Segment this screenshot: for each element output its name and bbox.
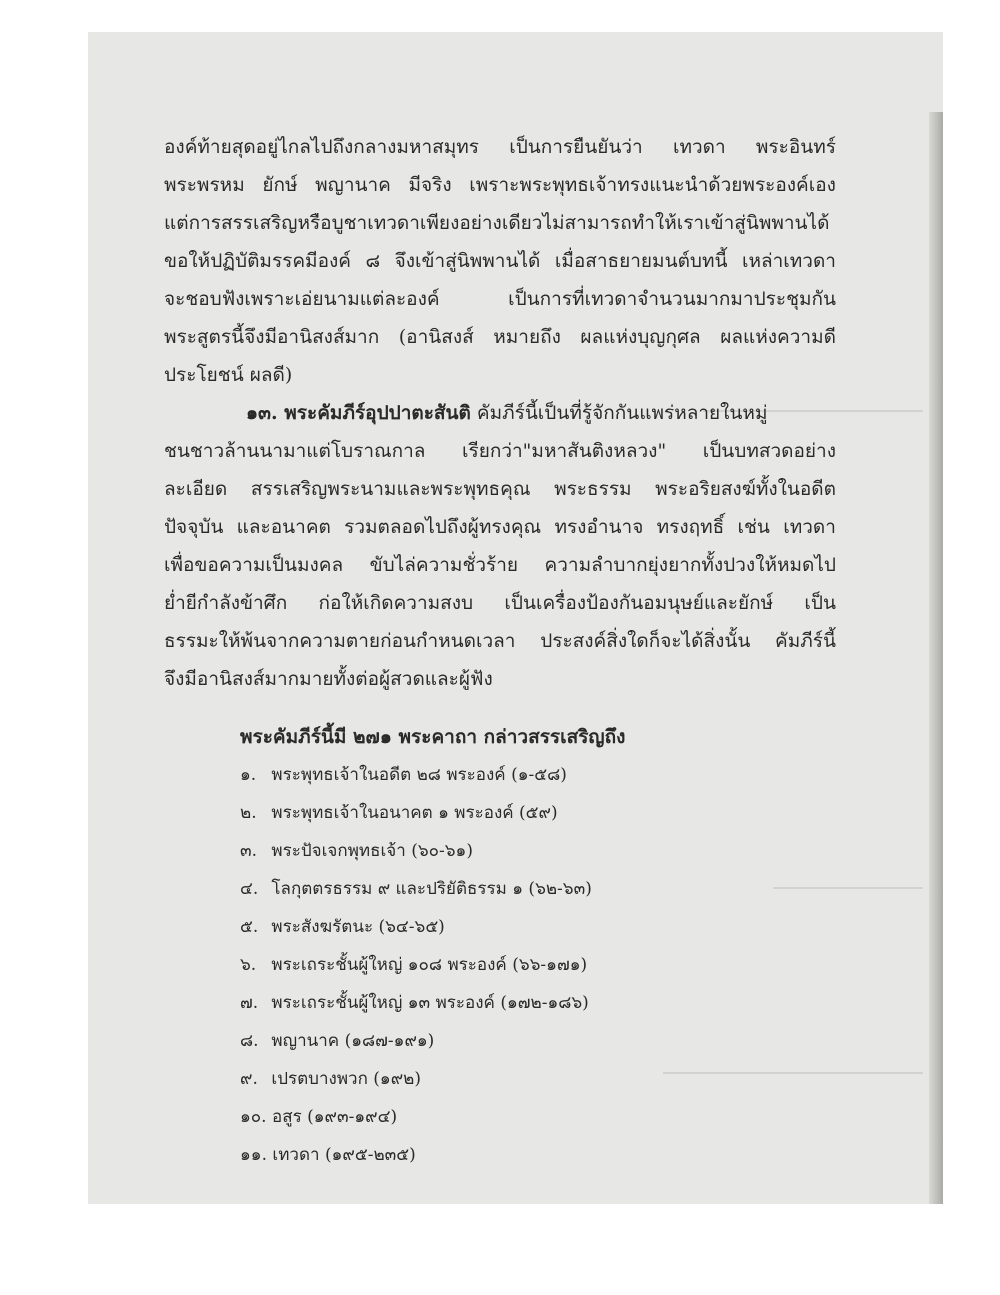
paragraph-2-first-line <box>164 394 836 432</box>
word: องค์ท้ายสุดอยู่ไกลไปถึงกลางมหาสมุทร <box>164 136 479 158</box>
list-item-number: ๙. <box>240 1069 258 1089</box>
paragraph-1-line <box>164 280 836 318</box>
word: ขอให้ปฏิบัติมรรคมีองค์ <box>164 250 351 272</box>
list-item <box>240 1098 592 1136</box>
word: ละเอียด <box>164 478 228 500</box>
list-item <box>240 832 592 870</box>
word: จะชอบฟังเพราะเอ่ยนามแต่ละองค์ <box>164 288 440 310</box>
scanned-page <box>88 32 943 1204</box>
word: เป็นเครื่องป้องกันอมนุษย์และยักษ์ <box>504 592 774 614</box>
word: ชนชาวล้านนามาแต่โบราณกาล <box>164 440 426 462</box>
paragraph-2-line <box>164 584 836 622</box>
list-item-number: ๕. <box>240 917 259 937</box>
list-item-text: เปรตบางพวก (๑๙๒) <box>271 1069 421 1089</box>
word: เป็น <box>804 592 836 614</box>
paragraph-1-line <box>164 204 836 242</box>
word: ยักษ์ <box>262 174 298 196</box>
word: ๘ <box>365 250 381 272</box>
word: จึงเข้าสู่นิพพานได้ <box>394 250 541 272</box>
list-item <box>240 870 592 908</box>
word: ธรรมะให้พ้นจากความตายก่อนกำหนดเวลา <box>164 630 516 652</box>
list-item <box>240 1022 592 1060</box>
paragraph-1-line <box>164 166 836 204</box>
word: (อานิสงส์ <box>398 326 474 348</box>
list-item <box>240 946 592 984</box>
list-item <box>240 756 592 794</box>
word: พระพรหม <box>164 174 245 196</box>
word: ทรงฤทธิ์ <box>656 516 725 538</box>
list-item-number: ๓. <box>240 841 258 861</box>
word: พระธรรม <box>554 478 632 500</box>
list-item <box>240 908 592 946</box>
list-item-number: ๘. <box>240 1031 259 1051</box>
list-item-text: เทวดา (๑๙๕-๒๓๕) <box>272 1145 416 1165</box>
paragraph-2-line <box>164 470 836 508</box>
word: เมื่อสาธยายมนต์บทนี้ <box>554 250 728 272</box>
word: เป็นการที่เทวดาจำนวนมากมาประชุมกัน <box>508 288 836 310</box>
list-item-number: ๑. <box>240 765 257 785</box>
list-item-number: ๔. <box>240 879 259 899</box>
list-item-number: ๑๑. <box>240 1145 267 1165</box>
section-heading: ๑๓. พระคัมภีร์อุปปาตะสันติ <box>246 402 471 424</box>
word: เทวดา <box>672 136 726 158</box>
paragraph-1-line <box>164 318 836 356</box>
paragraph-1-line <box>164 242 836 280</box>
word: เพราะพระพุทธเจ้าทรงแนะนำด้วยพระองค์เอง <box>469 174 836 196</box>
list-item <box>240 1060 592 1098</box>
list-item <box>240 794 592 832</box>
word: ผลแห่งความดี <box>720 326 836 348</box>
word: ก่อให้เกิดความสงบ <box>318 592 474 614</box>
list-item-text: พระเถระชั้นผู้ใหญ่ ๑๓ พระองค์ (๑๗๒-๑๘๖) <box>271 993 589 1013</box>
list-title: พระคัมภีร์นี้มี ๒๗๑ พระคาถา กล่าวสรรเสริญถึง <box>240 726 626 748</box>
word: ทรงอำนาจ <box>554 516 644 538</box>
word: เรียกว่า"มหาสันติงหลวง" <box>462 440 667 462</box>
list-item-number: ๗. <box>240 993 259 1013</box>
word: พระอินทร์ <box>755 136 836 158</box>
list-item-text: อสูร (๑๙๓-๑๙๔) <box>271 1107 398 1127</box>
word: รวมตลอดไปถึงผู้ทรงคุณ <box>344 516 542 538</box>
word: เทวดา <box>783 516 836 538</box>
verse-list <box>240 756 592 1174</box>
list-item-text: พระปัจเจกพุทธเจ้า (๖๐-๖๑) <box>271 841 473 861</box>
body-text <box>164 128 836 698</box>
word: สรรเสริญพระนามและพระพุทธคุณ <box>250 478 531 500</box>
list-item-number: ๖. <box>240 955 257 975</box>
list-item-number: ๒. <box>240 803 257 823</box>
word: เหล่าเทวดา <box>741 250 836 272</box>
word: ความลำบากยุ่งยากทั้งปวงให้หมดไป <box>544 554 836 576</box>
paragraph-2-line <box>164 546 836 584</box>
list-item-text: พระพุทธเจ้าในอดีต ๒๘ พระองค์ (๑-๕๘) <box>271 765 567 785</box>
list-item <box>240 1136 592 1174</box>
page-edge-shadow <box>929 112 943 1204</box>
word: พญานาค <box>315 174 391 196</box>
list-item-text: พระเถระชั้นผู้ใหญ่ ๑๐๘ พระองค์ (๖๖-๑๗๑) <box>271 955 588 975</box>
list-item-text: พระสังฆรัตนะ (๖๔-๖๕) <box>271 917 445 937</box>
word: พระสูตรนี้จึงมีอานิสงส์มาก <box>164 326 380 348</box>
word: ประสงค์สิ่งใดก็จะได้สิ่งนั้น <box>540 630 751 652</box>
word: เป็นการยืนยันว่า <box>509 136 643 158</box>
paragraph-1-line <box>164 128 836 166</box>
word: พระอริยสงฆ์ทั้งในอดีต <box>655 478 836 500</box>
word: และอนาคต <box>236 516 331 538</box>
word: เป็นบทสวดอย่าง <box>702 440 836 462</box>
paragraph-2-line <box>164 622 836 660</box>
paragraph-1-line: ประโยชน์ ผลดี) <box>164 364 293 386</box>
list-item <box>240 984 592 1022</box>
word: ปัจจุบัน <box>164 516 224 538</box>
paragraph-2-line: จึงมีอานิสงส์มากมายทั้งต่อผู้สวดและผู้ฟัง <box>164 668 493 690</box>
word: ขับไล่ความชั่วร้าย <box>369 554 519 576</box>
word: เพื่อขอความเป็นมงคล <box>164 554 344 576</box>
list-item-text: พญานาค (๑๘๗-๑๙๑) <box>271 1031 435 1051</box>
paragraph-2-line <box>164 432 836 470</box>
paragraph-2-first-line-text: คัมภีร์นี้เป็นที่รู้จักกันแพร่หลายในหมู่ <box>476 402 768 424</box>
paragraph-2-line <box>164 508 836 546</box>
list-item-number: ๑๐. <box>240 1107 267 1127</box>
word: มีจริง <box>408 174 452 196</box>
page-content <box>88 32 929 1204</box>
word: แต่การสรรเสริญหรือบูชาเทวดาเพียงอย่างเดียวไม่สามารถทำให้เราเข้าสู่นิพพานได้ <box>164 212 830 234</box>
list-item-text: พระพุทธเจ้าในอนาคต ๑ พระองค์ (๕๙) <box>271 803 558 823</box>
word: หมายถึง <box>493 326 561 348</box>
word: ผลแห่งบุญกุศล <box>580 326 701 348</box>
word: ย่ำยีกำลังข้าศึก <box>164 592 288 614</box>
word: เช่น <box>737 516 770 538</box>
list-item-text: โลกุตตรธรรม ๙ และปริยัติธรรม ๑ (๖๒-๖๓) <box>271 879 592 899</box>
word: คัมภีร์นี้ <box>775 630 836 652</box>
